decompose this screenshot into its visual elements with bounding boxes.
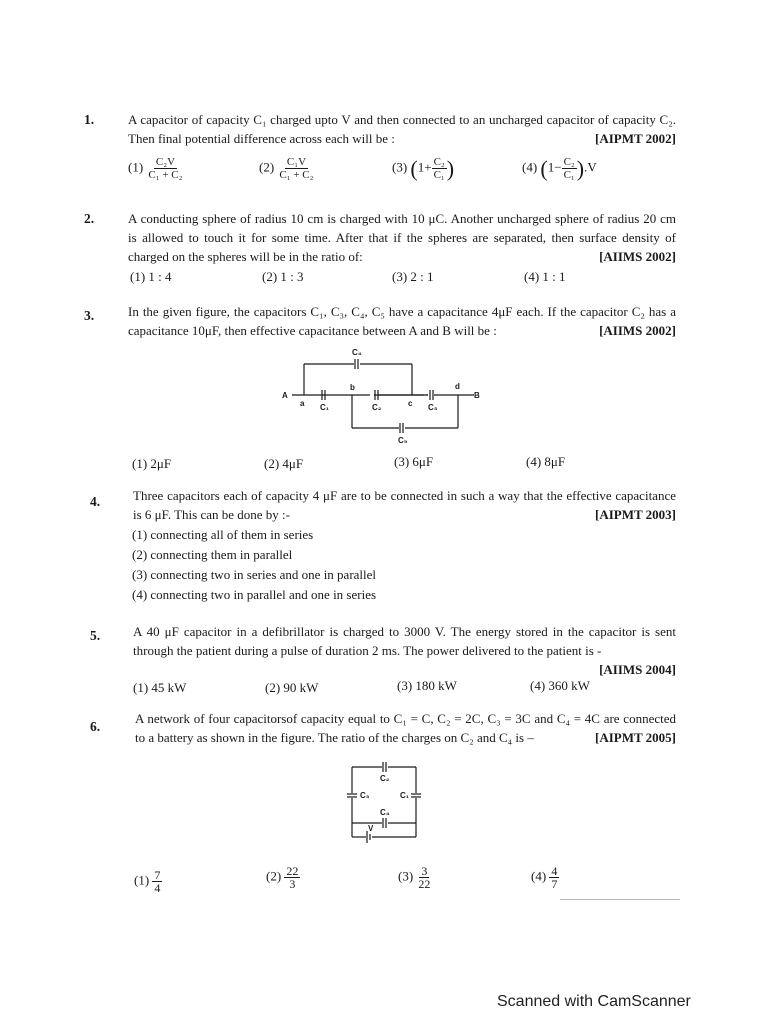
option-4: (4) $\frac{4}{7}$ [531,864,558,891]
label-c4: C₄ [380,808,390,817]
exam-tag: [AIIMS 2002] [599,249,676,264]
question-number: 4. [90,494,101,509]
label-c3: C₃ [428,403,438,412]
label-b-point: B [474,391,480,400]
label-v: V [368,824,374,833]
question-text: A capacitor of capacity C₁ charged upto V and then connected to an uncharged capacitor of capacity C₂. Then final potential difference across each will be : [AIPMT 2002] [128,112,676,146]
option-4: (4) 1 : 1 [524,269,566,284]
question-text: A network of four capacitorsof capacity equal to C₁ = C, C₂ = 2C, C₃ = 3C and C₄ = 4C are connected to a battery as shown in the figure. The ratio of the charges on C₂ and C₄ is – [AIPMT 2005] [135,711,676,745]
label-node-a: a [300,399,305,408]
option-1: (1) $\frac{7}{4}$ [134,868,161,895]
label-c2: C₂ [372,403,382,412]
question-number: 3. [84,308,95,323]
option-2: (2) 1 : 3 [262,269,304,284]
label-c4: C₄ [352,348,362,357]
exam-tag: [AIIMS 2004] [599,662,676,677]
question-text: A conducting sphere of radius 10 cm is charged with 10 μC. Another uncharged sphere of radius 20 cm is allowed to touch it for some time. After that if the spheres are separated, then surface density of charged on the spheres will be in the ratio of: [AIIMS 2002] [128,211,676,264]
label-node-c: c [408,399,413,408]
label-c3: C₃ [360,791,370,800]
option-3: (3) $\frac{3}{22}$ [398,864,431,891]
exam-tag: [AIPMT 2003] [594,507,676,522]
option-2: (2) $\frac{\text{C₁V}}{\text{C₁ + C₂}}$ [259,156,314,181]
scanner-watermark: Scanned with CamScanner [497,993,691,1010]
option-3: (3) 2 : 1 [392,269,434,284]
question-number: 5. [90,628,101,643]
option-4: (4) connecting two in parallel and one in series [132,587,377,602]
options-list [132,525,376,605]
divider-line [560,899,680,900]
option-3: (3) 6μF [394,454,434,469]
option-4: (4) 8μF [526,454,566,469]
option-2: (2) $\frac{22}{3}$ [266,864,299,891]
option-4: (4) 360 kW [530,678,590,693]
label-c1-right: C₁ [400,791,410,800]
label-c5: C₅ [398,436,408,445]
option-1: (1) $\frac{\text{C₂V}}{\text{C₁ + C₂}}$ [128,156,183,181]
circuit-diagram-q3 [278,346,490,446]
option-3: (3) connecting two in series and one in parallel [132,567,377,582]
exam-tag: [AIIMS 2002] [599,323,676,338]
option-4: (4) (1− $\frac{\text{C₂}}{\text{C₁}}$ ).V [522,156,597,181]
option-1: (1) 45 kW [133,680,187,695]
question-text: In the given figure, the capacitors C₁, C₃, C₄, C₅ have a capacitance 4μF each. If the capacitor C₂ has a capacitance 10μF, then effective capacitance between A and B will be : [AIIMS 2002] [128,304,676,338]
option-1: (1) 2μF [132,456,172,471]
label-node-b: b [350,383,355,392]
option-2: (2) 4μF [264,456,304,471]
question-number: 6. [90,719,101,734]
circuit-diagram-q6 [340,757,430,849]
question-text: A 40 μF capacitor in a defibrillator is charged to 3000 V. The energy stored in the capacitor is sent through the patient during a pulse of duration 2 ms. The power delivered to the patient is - [AIIMS 2004] [133,624,676,677]
exam-tag: [AIPMT 2002] [594,131,676,146]
label-node-d: d [455,382,460,391]
option-1: (1) 1 : 4 [130,269,172,284]
option-1: (1) connecting all of them in series [132,527,314,542]
label-c2: C₂ [380,774,390,783]
label-a-point: A [282,391,288,400]
question-number: 2. [84,211,95,226]
exam-tag: [AIPMT 2005] [594,730,676,745]
question-number: 1. [84,112,95,127]
option-3: (3) 180 kW [397,678,457,693]
label-c1: C₁ [320,403,330,412]
question-text: Three capacitors each of capacity 4 μF are to be connected in such a way that the effective capacitance is 6 μF. This can be done by :- [AIPMT 2003] [133,488,676,522]
option-2: (2) connecting them in parallel [132,547,293,562]
option-3: (3) (1+ $\frac{\text{C₂}}{\text{C₁}}$ ) [392,156,455,181]
option-2: (2) 90 kW [265,680,319,695]
